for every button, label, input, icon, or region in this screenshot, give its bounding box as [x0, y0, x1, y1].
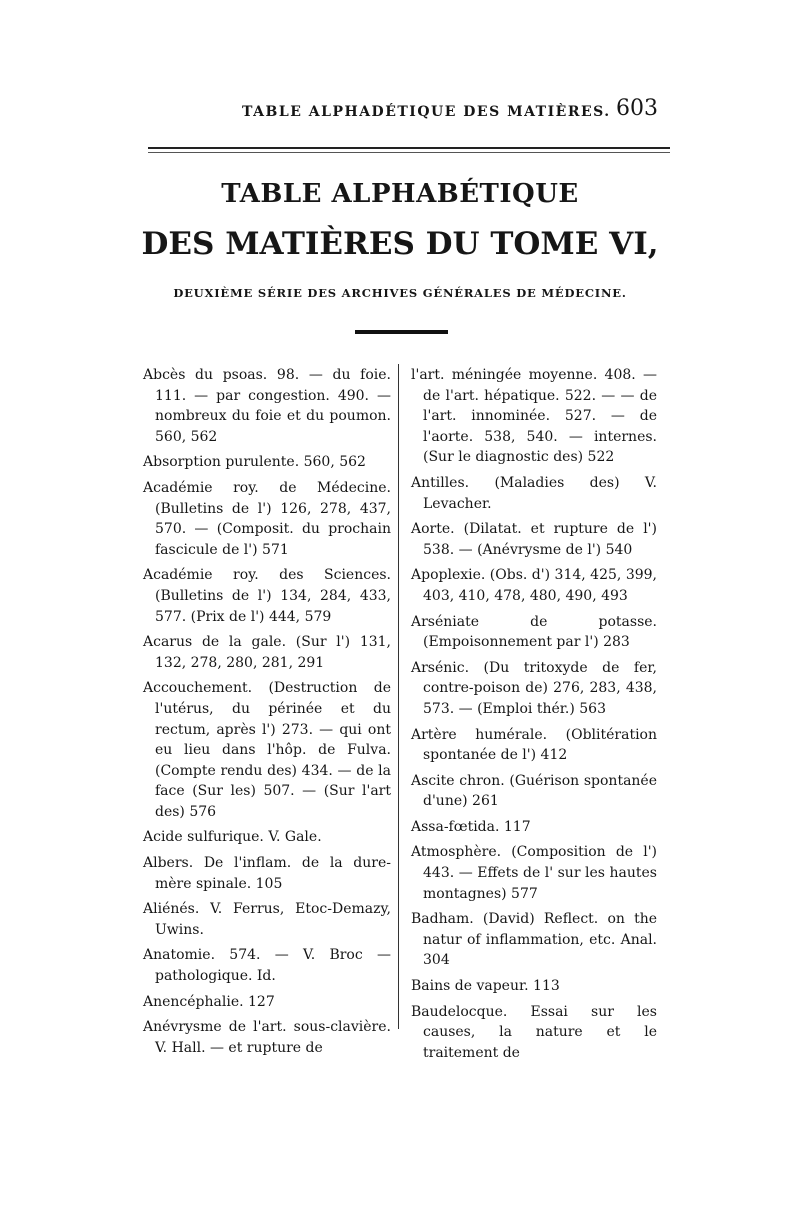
index-entry: Abcès du psoas. 98. — du foie. 111. — par congestion. 490. — nombreux du foie et du poumon. 560, 562 — [143, 367, 391, 445]
index-entry: Bains de vapeur. 113 — [411, 978, 560, 995]
index-entry: Apoplexie. (Obs. d') 314, 425, 399, 403, 410, 478, 480, 490, 493 — [411, 567, 657, 604]
index-entry: Anatomie. 574. — V. Broc — pathologique. Id. — [143, 947, 391, 985]
index-entry: Arséniate de potasse. (Empoisonnement par l') 283 — [411, 613, 657, 651]
index-entry: Académie roy. des Sciences. (Bulletins de l') 134, 284, 433, 577. (Prix de l') 444, 579 — [143, 567, 391, 625]
index-entry: Artère humérale. (Oblitération spontanée de l') 412 — [411, 726, 657, 764]
index-column-right — [411, 365, 657, 1065]
title-line-2: DES MATIÈRES DU TOME VI, — [141, 226, 659, 262]
index-entry: l'art. méningée moyenne. 408. — de l'art. hépatique. 522. — — de l'art. innominée. 527. — de l'aorte. 538, 540. — internes. (Sur le diagnostic des) 522 — [411, 367, 657, 466]
index-entry: Accouchement. (Destruction de l'utérus, du périnée et du rectum, après l') 273. — qui ont eu lieu dans l'hôp. de Fulva. (Compte rendu des) 434. — de la face (Sur les) 507. — (Sur l'art des) 576 — [143, 680, 391, 820]
index-entry: Arsénic. (Du tritoxyde de fer, contre-poison de) 276, 283, 438, 573. — (Emploi thér.) 563 — [411, 659, 657, 717]
index-entry: Absorption purulente. 560, 562 — [143, 454, 366, 471]
column-divider — [398, 364, 399, 1029]
subtitle: DEUXIÈME SÉRIE DES ARCHIVES GÉNÉRALES DE MÉDECINE. — [173, 286, 627, 300]
index-entry: Assa-fœtida. 117 — [411, 818, 531, 835]
title-line-1: TABLE ALPHABÉTIQUE — [221, 179, 579, 209]
index-entry: Acarus de la gale. (Sur l') 131, 132, 278, 280, 281, 291 — [143, 634, 391, 671]
index-entry: Badham. (David) Reflect. on the natur of inflammation, etc. Anal. 304 — [411, 911, 657, 969]
index-entry: Ascite chron. (Guérison spontanée d'une) 261 — [411, 772, 657, 810]
index-entry: Antilles. (Maladies des) V. Levacher. — [411, 474, 657, 512]
index-entry: Anévrysme de l'art. sous-clavière. V. Hall. — et rupture de — [143, 1019, 391, 1056]
index-entry: Académie roy. de Médecine. (Bulletins de l') 126, 278, 437, 570. — (Composit. du prochain fascicule de l') 571 — [143, 479, 391, 558]
index-entry: Anencéphalie. 127 — [143, 993, 275, 1010]
index-column-left — [143, 365, 391, 1060]
page-number: 603 — [616, 96, 658, 121]
index-entry: Atmosphère. (Composition de l') 443. — Effets de l' sur les hautes montagnes) 577 — [411, 844, 657, 902]
index-entry: Acide sulfurique. V. Gale. — [143, 829, 322, 846]
title-divider — [355, 330, 448, 334]
header-rule — [148, 147, 670, 149]
index-entry: Aliénés. V. Ferrus, Etoc-Demazy, Uwins. — [143, 901, 391, 938]
index-entry: Baudelocque. Essai sur les causes, la nature et le traitement de — [411, 1003, 657, 1061]
running-title: TABLE ALPHADÉTIQUE DES MATIÈRES. — [242, 104, 611, 120]
header-rule-thin — [148, 152, 670, 153]
index-entry: Albers. De l'inflam. de la dure-mère spinale. 105 — [143, 855, 391, 892]
index-entry: Aorte. (Dilatat. et rupture de l') 538. — (Anévrysme de l') 540 — [411, 521, 657, 558]
